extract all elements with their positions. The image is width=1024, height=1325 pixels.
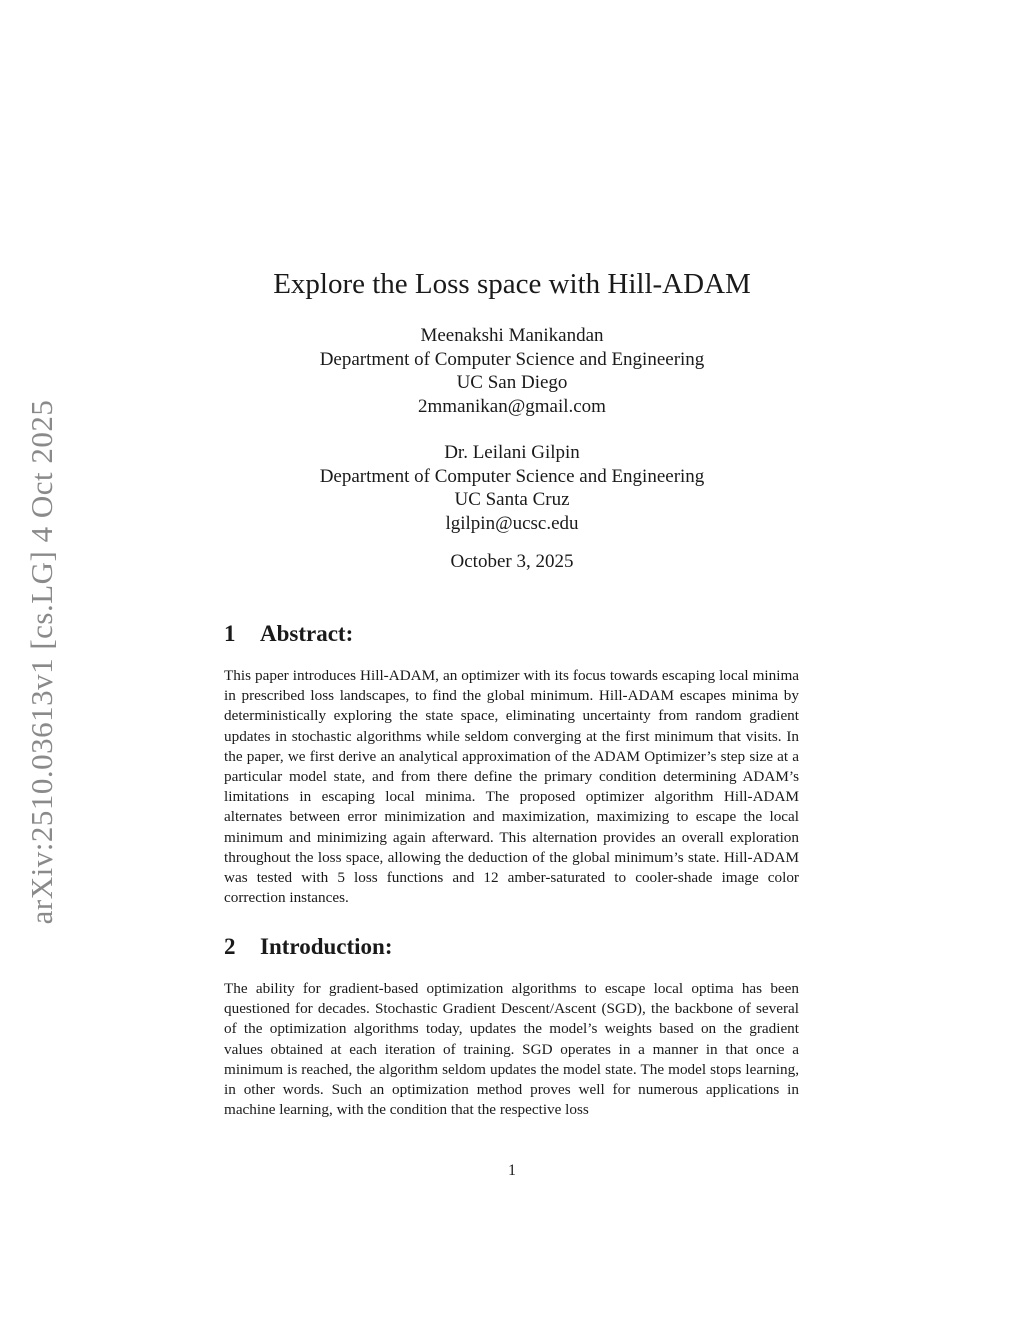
author-institution: UC San Diego xyxy=(456,372,568,393)
author-email[interactable]: 2mmanikan@gmail.com xyxy=(418,395,606,417)
abstract-paragraph: This paper introduces Hill-ADAM, an optimizer with its focus towards escaping local minima in prescribed loss landscapes, to find the global minimum. Hill-ADAM escapes minima by deterministically exploring the state space, eliminating uncertainty from random gradient updates in stochastic algorithms while seldom converging at the first minimum that visits. In the paper, we first derive an analytical approximation of the ADAM Optimizer’s step size at a particular model state, and from there define the primary condition determining ADAM’s limitations in escaping local minima. The proposed optimizer algorithm Hill-ADAM alternates between error minimization and maximization, maximizing to escape the local minimum and minimizing again afterward. This alternation provides an overall exploration throughout the loss space, allowing the deduction of the global minimum’s state. Hill-ADAM was tested with 5 loss functions and 12 amber-saturated to cooler-shade image color correction instances. xyxy=(224,667,799,907)
author-department: Department of Computer Science and Engineering xyxy=(319,348,705,370)
introduction-paragraph: The ability for gradient-based optimization algorithms to escape local optima has been questioned for decades. Stochastic Gradient Descent/Ascent (SGD), the backbone of several of the optimization algorithms today, updates the model’s weights based on the gradient values obtained at each iteration of training. SGD operates in a manner in that once a minimum is reached, the algorithm seldom updates the model state. The model stops learning, in other words. Such an optimization method proves well for numerous applications in machine learning, with the condition that the respective loss xyxy=(224,980,799,1119)
section-title: Introduction: xyxy=(260,934,393,959)
author-block-2 xyxy=(0,441,1024,535)
paper-title: Explore the Loss space with Hill-ADAM xyxy=(273,268,751,300)
paper-date: October 3, 2025 xyxy=(450,551,574,572)
section-heading-introduction xyxy=(224,934,393,960)
section-number: 2 xyxy=(224,934,236,959)
arxiv-identifier-stamp: arXiv:2510.03613v1 [cs.LG] 4 Oct 2025 xyxy=(24,399,59,925)
section-title: Abstract: xyxy=(260,621,354,646)
author-name: Meenakshi Manikandan xyxy=(420,325,604,346)
section-heading-abstract xyxy=(224,621,353,647)
author-department: Department of Computer Science and Engineering xyxy=(319,465,705,487)
author-name: Dr. Leilani Gilpin xyxy=(444,442,580,463)
author-block-1 xyxy=(0,324,1024,418)
author-institution: UC Santa Cruz xyxy=(454,489,570,510)
page-number: 1 xyxy=(508,1162,516,1179)
section-number: 1 xyxy=(224,621,236,646)
author-email[interactable]: lgilpin@ucsc.edu xyxy=(445,512,579,534)
